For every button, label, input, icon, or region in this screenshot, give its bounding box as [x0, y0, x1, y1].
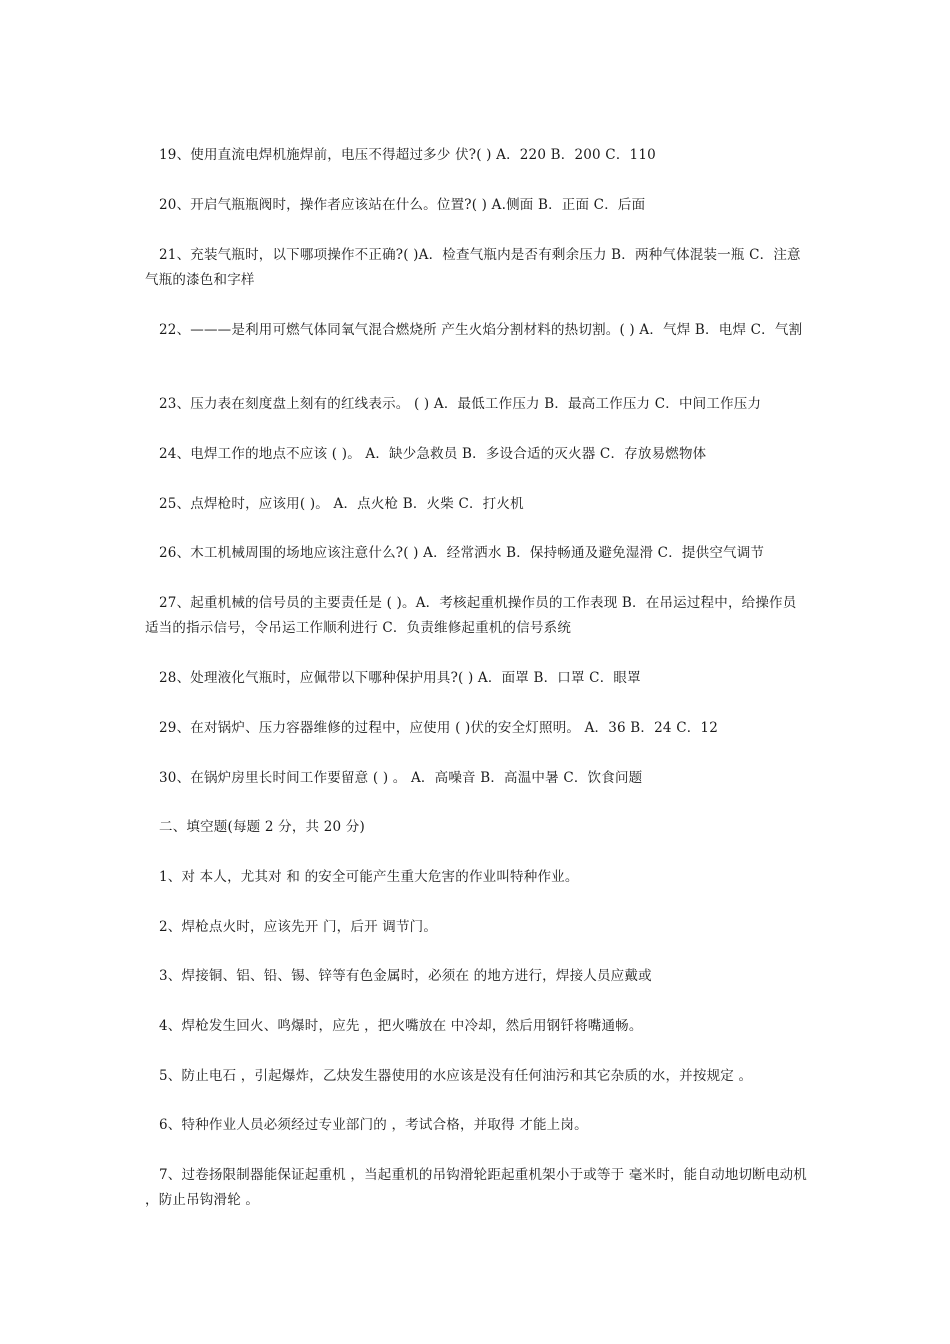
question-19: 19、使用直流电焊机施焊前，电压不得超过多少 伏?( ) A．220 B．200 C．110 [159, 147, 656, 163]
question-23: 23、压力表在刻度盘上刻有的红线表示。 ( ) A．最低工作压力 B．最高工作压力 C．中间工作压力 [159, 396, 762, 412]
question-24: 24、电焊工作的地点不应该 ( )。 A．缺少急救员 B．多设合适的灭火器 C．存放易燃物体 [159, 446, 707, 462]
section-heading: 二、填空题(每题 2 分，共 20 分) [159, 819, 365, 835]
question-22: 22、———是利用可燃气体同氧气混合燃烧所 产生火焰分割材料的热切割。( ) A．气焊 B．电焊 C．气割 [159, 322, 803, 338]
question-30: 30、在锅炉房里长时间工作要留意 ( ) 。 A．高噪音 B．高温中暑 C．饮食问题 [159, 770, 643, 786]
question-21: 21、充装气瓶时，以下哪项操作不正确?( )A．检查气瓶内是否有剩余压力 B．两种气体混装一瓶 C．注意气瓶的漆色和字样 [145, 247, 801, 288]
fill-blank-3: 3、焊接铜、铝、铅、锡、锌等有色金属时，必须在 的地方进行，焊接人员应戴或 [159, 968, 652, 984]
fill-blank-7: 7、过卷扬限制器能保证起重机 ，当起重机的吊钩滑轮距起重机架小于或等于 毫米时，能自动地切断电动机 ，防止吊钩滑轮 。 [145, 1167, 807, 1208]
fill-blank-5: 5、防止电石 ，引起爆炸，乙炔发生器使用的水应该是没有任何油污和其它杂质的水，并按规定 。 [159, 1068, 753, 1084]
question-29: 29、在对锅炉、压力容器维修的过程中，应使用 ( )伏的安全灯照明。 A．36 B．24 C．12 [159, 720, 719, 736]
question-20: 20、开启气瓶瓶阀时，操作者应该站在什么。位置?( ) A.侧面 B．正面 C．后面 [159, 197, 646, 213]
question-26: 26、木工机械周围的场地应该注意什么?( ) A．经常洒水 B．保持畅通及避免湿滑 C．提供空气调节 [159, 545, 765, 561]
question-28: 28、处理液化气瓶时，应佩带以下哪种保护用具?( ) A．面罩 B．口罩 C．眼罩 [159, 670, 641, 686]
fill-blank-6: 6、特种作业人员必须经过专业部门的 ，考试合格，并取得 才能上岗。 [159, 1117, 588, 1133]
fill-blank-2: 2、焊枪点火时，应该先开 门，后开 调节门。 [159, 919, 438, 935]
fill-blank-4: 4、焊枪发生回火、鸣爆时，应先 ，把火嘴放在 中冷却，然后用钢钎将嘴通畅。 [159, 1018, 643, 1034]
fill-blank-1: 1、对 本人，尤其对 和 的安全可能产生重大危害的作业叫特种作业。 [159, 869, 579, 885]
question-27: 27、起重机械的信号员的主要责任是 ( )。A．考核起重机操作员的工作表现 B．在吊运过程中，给操作员适当的指示信号，令吊运工作顺利进行 C．负责维修起重机的信号系统 [145, 595, 797, 636]
question-25: 25、点焊枪时，应该用( )。 A．点火枪 B．火柴 C．打火机 [159, 496, 524, 512]
